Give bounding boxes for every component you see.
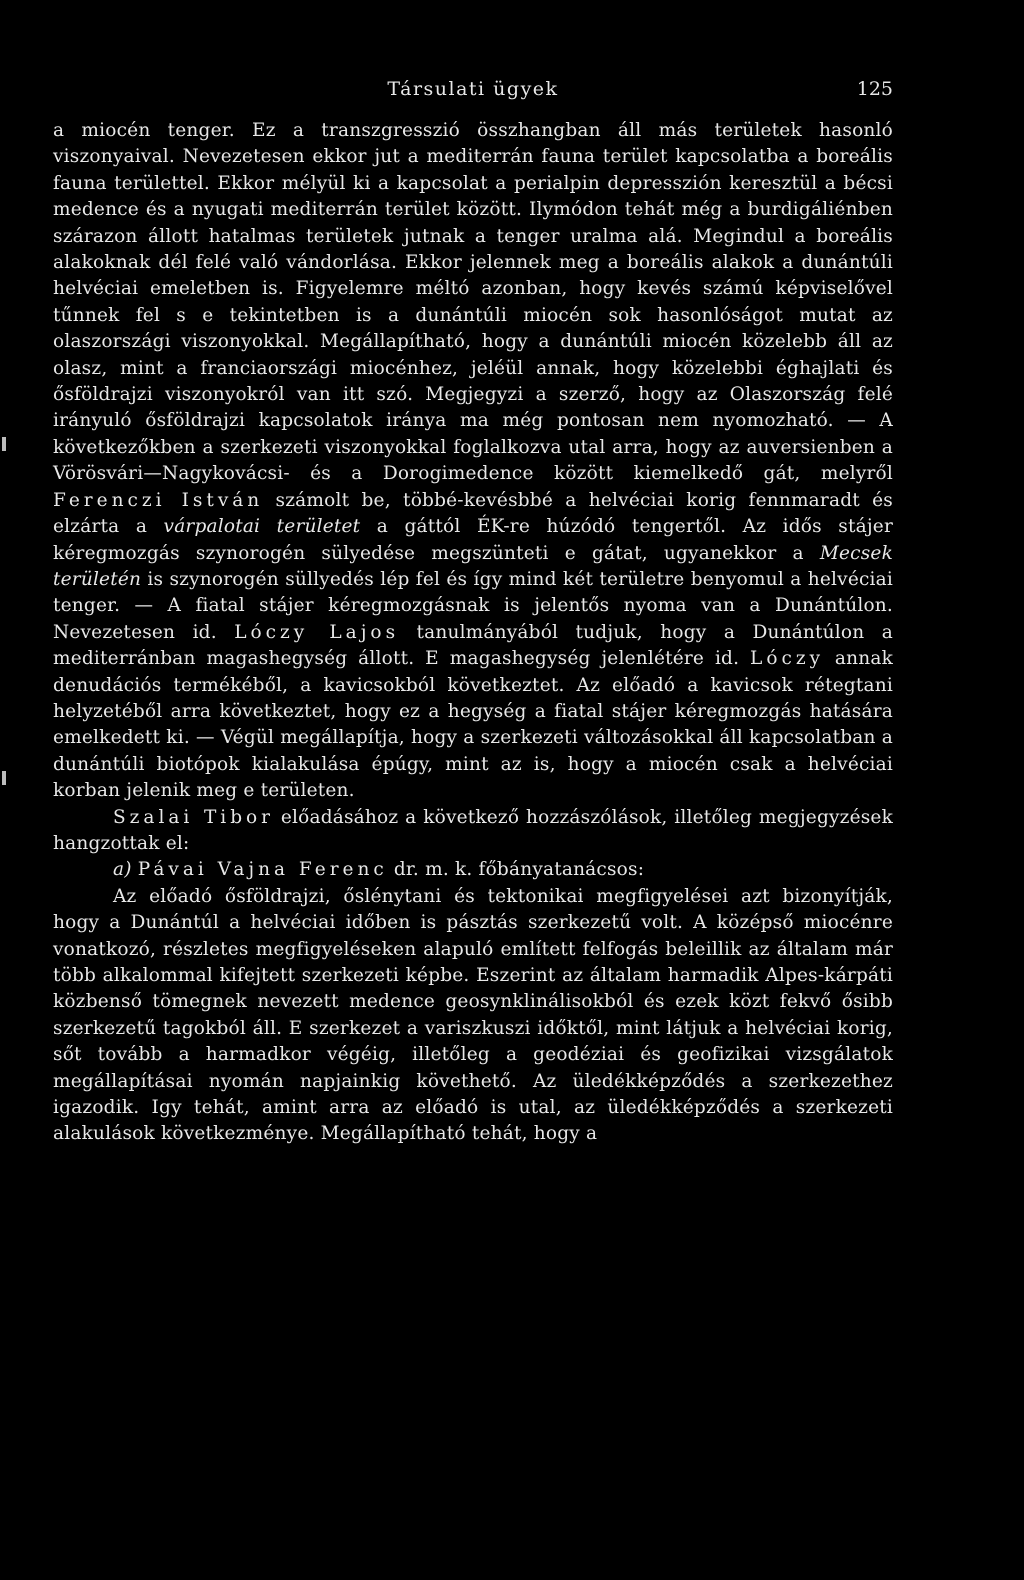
person-name: Lóczy Lajos xyxy=(234,621,400,643)
margin-mark xyxy=(2,437,6,451)
person-name: Pávai Vajna Ferenc xyxy=(137,859,388,881)
text-run: Az előadó ősföldrajzi, őslénytani és tektonikai megfigyelései azt bizonyítják, hogy a Dunántúl a helvéciai időben is pásztás szerkezetű volt. A középső miocénre vonatkozó, részletes megfigyeléseken alapuló említett felfogás beleillik az általam már több alkalommal kifejtett szerkezeti képbe. Eszerint az általam harmadik Alpes-kárpáti közbenső tömegnek nevezett medence geosynklinálisokból és ezek közt fekvő ősibb szerkezetű tagokból áll. E szerkezet a variszkuszi időktől, mint látjuk a helvéciai korig, sőt tovább a harmadkor végéig, illetőleg a geodéziai és geofizikai vizsgálatok megállapításai nyomán napjainkig követhető. Az üledékképződés a szerkezethez igazodik. Igy tehát, amint arra az előadó is utal, az üledékképződés a szerkezeti alakulások következménye. Megállapítható tehát, hogy a xyxy=(53,885,893,1145)
paragraph-p2 xyxy=(53,805,893,858)
text-run: is szynorogén süllyedés lép fel és így mind két területre benyomul a helvéciai tenger. — A fiatal stájer kéregmozgásnak is jelentős nyoma van a Dunántúlon. Nevezetesen id. xyxy=(53,568,893,643)
person-name: Szalai Tibor xyxy=(113,806,275,828)
text-run: annak denudációs termékéből, a kavicsokból következtet. Az előadó a kavicsok rétegtani helyzetéből arra következtet, hogy ez a hegység a fiatal stájer kéregmozgás hatására emelkedett ki. — Végül megállapítja, hogy a szerkezeti változásokkal áll kapcsolatban a dunántúli biotópok kialakulása épúgy, mint az is, hogy a miocén csak a helvéciai korban jelenik meg e területen. xyxy=(53,648,893,802)
text-run: a gáttól ÉK-re húzódó tengertől. Az idős stájer kéregmozgás szynorogén sülyedése megszünteti e gátat, ugyanekkor a xyxy=(53,516,893,564)
text-run: dr. m. k. főbányatanácsos: xyxy=(387,859,645,881)
paragraph-p4 xyxy=(53,884,893,1148)
page-number: 125 xyxy=(856,78,893,100)
page xyxy=(53,78,893,1148)
running-title: Társulati ügyek xyxy=(387,78,559,100)
person-name: Lóczy xyxy=(750,648,825,670)
body-text xyxy=(53,118,893,1148)
person-name: Ferenczi István xyxy=(53,489,264,511)
margin-mark xyxy=(2,771,6,785)
text-run: a miocén tenger. Ez a transzgresszió összhangban áll más területek hasonló viszonyaival. Nevezetesen ekkor jut a mediterrán fauna terület kapcsolatba a boreális fauna területtel. Ekkor mélyül ki a kapcsolat a perialpin depresszión keresztül a bécsi medence és a nyugati mediterrán terület között. Ilymódon tehát még a burdigáliénben szárazon állott hatalmas területek jutnak a tenger uralma alá. Megindul a boreális alakoknak dél felé való vándorlása. Ekkor jelennek meg a boreális alakok a dunántúli helvéciai emeletben is. Figyelemre méltó azonban, hogy kevés számú képviselővel tűnnek fel s e tekintetben is a dunántúli miocén sok hasonlóságot mutat az olaszországi viszonyokkal. Megállapítható, hogy a dunántúli miocén közelebb áll az olasz, mint a franciaországi miocénhez, jeléül annak, hogy közelebbi éghajlati és ősföldrajzi viszonyokról van itt szó. Megjegyzi a szerző, hogy az Olaszország felé irányuló ősföldrajzi kapcsolatok iránya ma még pontosan nem nyomozható. — A következőkben a szerkezeti viszonyokkal foglalkozva utal arra, hogy az auversienben a Vörösvári—Nagykovácsi- és a Dorogimedence között kiemelkedő gát, melyről xyxy=(53,120,893,485)
text-run: előadásához a következő hozzászólások, illetőleg megjegyzések hangzottak el: xyxy=(53,806,893,854)
italic-text: várpalotai területet xyxy=(163,516,361,538)
paragraph-p1 xyxy=(53,118,893,805)
paragraph-p3 xyxy=(53,857,893,883)
running-head xyxy=(53,78,893,118)
text-run: számolt be, többé-kevésbbé a helvéciai korig fennmaradt és elzárta a xyxy=(53,489,893,538)
italic-text: Mecsek területén xyxy=(53,542,893,590)
italic-text: a) xyxy=(113,859,132,881)
text-run: tanulmányából tudjuk, hogy a Dunántúlon a mediterránban magashegység állott. E magashegység jelenlétére id. xyxy=(53,621,893,670)
